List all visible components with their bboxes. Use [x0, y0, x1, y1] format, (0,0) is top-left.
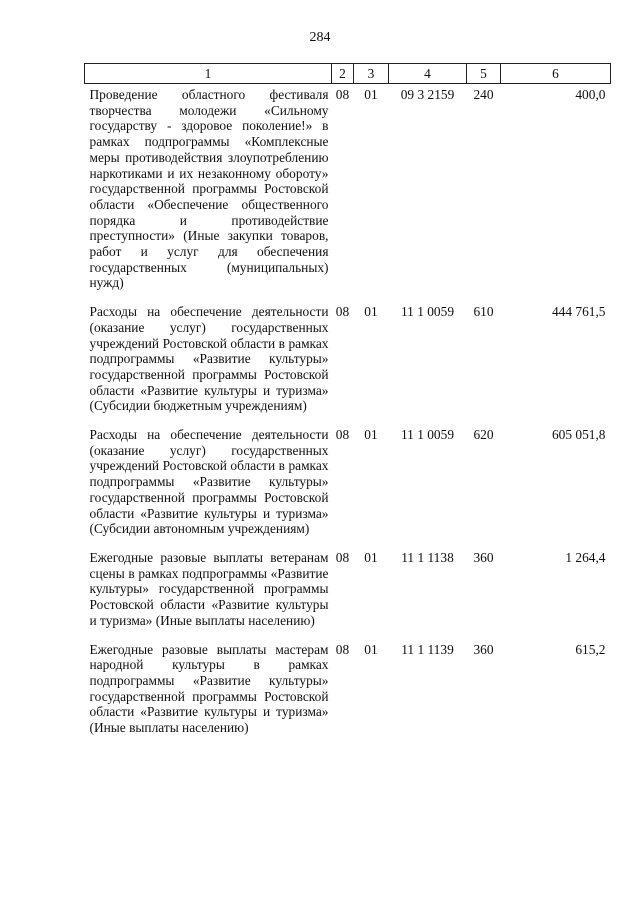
row-description: Расходы на обеспечение деятельности (оказание услуг) государственных учреждений Ростовской области в рамках подпрограммы «Развитие культуры» государственной программы Ростовской области «Развитие культуры и туризма» (Субсидии бюджетным учреждениям) [89, 304, 329, 414]
row-target-article: 11 1 1138 [401, 549, 454, 565]
column-header: 2 [332, 64, 354, 84]
row-section: 08 [335, 304, 350, 320]
row-amount: 400,0 [575, 87, 606, 102]
budget-table [84, 63, 611, 746]
row-amount: 444 761,5 [551, 304, 606, 320]
row-description: Ежегодные разовые выплаты ветеранам сцены в рамках подпрограммы «Развитие культуры» государственной программы Ростовской области «Развитие культуры и туризма» (Иные выплаты населению) [89, 549, 329, 628]
row-target-article: 11 1 1139 [401, 641, 454, 657]
row-subsection: 01 [364, 87, 378, 102]
row-target-article: 09 3 2159 [400, 87, 455, 102]
row-amount: 605 051,8 [551, 427, 606, 443]
row-amount: 1 264,4 [565, 549, 606, 565]
row-amount: 615,2 [575, 641, 606, 657]
row-subsection: 01 [364, 641, 378, 657]
column-header: 1 [85, 64, 332, 84]
table-row [85, 639, 611, 746]
column-header: 6 [501, 64, 611, 84]
column-header: 5 [467, 64, 501, 84]
row-expense-type: 360 [473, 549, 494, 565]
table-header-row [85, 64, 611, 84]
row-description: Расходы на обеспечение деятельности (оказание услуг) государственных учреждений Ростовской области в рамках подпрограммы «Развитие культуры» государственной программы Ростовской области «Развитие культуры и туризма» (Субсидии автономным учреждениям) [89, 427, 329, 537]
row-subsection: 01 [364, 549, 378, 565]
row-expense-type: 620 [473, 427, 494, 443]
row-section: 08 [335, 641, 350, 657]
column-header: 4 [389, 64, 467, 84]
row-section: 08 [335, 549, 350, 565]
row-expense-type: 610 [473, 304, 494, 320]
row-section: 08 [335, 87, 350, 102]
table-row [85, 301, 611, 424]
column-header: 3 [354, 64, 389, 84]
row-subsection: 01 [364, 304, 378, 320]
row-subsection: 01 [364, 427, 378, 443]
row-description: Проведение областного фестиваля творчества молодежи «Сильному государству - здоровое поколение!» в рамках подпрограммы «Комплексные меры противодействия злоупотреблению наркотиками и их незаконному обороту» государственной программы Ростовской области «Обеспечение общественного порядка и противодействие преступности» (Иные закупки товаров, работ и услуг для обеспечения государственных (муниципальных) нужд) [89, 87, 329, 291]
table-row [85, 84, 611, 302]
row-description: Ежегодные разовые выплаты мастерам народной культуры в рамках подпрограммы «Развитие культуры» государственной программы Ростовской области «Развитие культуры и туризма» (Иные выплаты населению) [89, 641, 329, 736]
table-row [85, 424, 611, 547]
row-expense-type: 360 [473, 641, 494, 657]
row-expense-type: 240 [473, 87, 494, 102]
row-section: 08 [335, 427, 350, 443]
row-target-article: 11 1 0059 [400, 427, 455, 443]
page-number: 284 [309, 30, 331, 45]
table-row [85, 547, 611, 639]
row-target-article: 11 1 0059 [400, 304, 455, 320]
